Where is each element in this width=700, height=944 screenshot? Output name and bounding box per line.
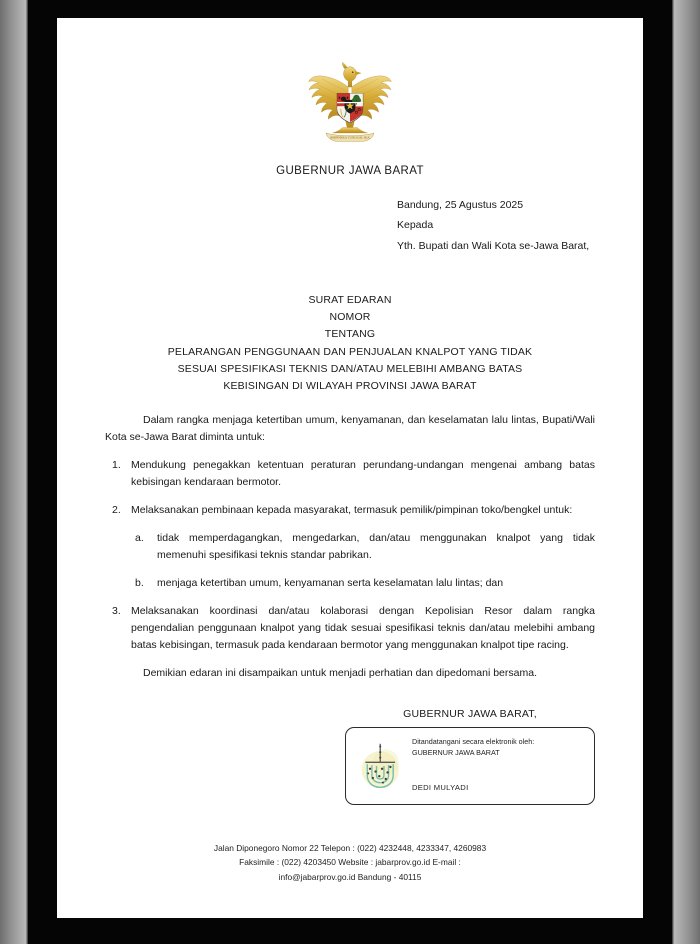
garuda-pancasila-emblem-icon (304, 60, 396, 148)
addressee-block (397, 195, 595, 256)
emblem-container (105, 60, 595, 153)
electronic-signature-stamp-icon (354, 734, 412, 798)
list-item (131, 530, 595, 564)
viewer-left-edge-strip (0, 0, 28, 944)
signature-title: GUBERNUR JAWA BARAT, (403, 708, 537, 721)
esign-note-line-1: Ditandatangani secara elektronik oleh: (412, 737, 535, 747)
signer-name: DEDI MULYADI (412, 783, 469, 793)
list-item (105, 502, 595, 592)
subject-lines (105, 344, 595, 395)
subject-line: SESUAI SPESIFIKASI TEKNIS DAN/ATAU MELEBIHI AMBANG BATAS (177, 363, 523, 376)
svg-text:BHINNEKA TUNGGAL IKA: BHINNEKA TUNGGAL IKA (330, 135, 370, 140)
recipient-line: Yth. Bupati dan Wali Kota se-Jawa Barat, (397, 239, 590, 252)
document-page (57, 18, 643, 918)
list-item-text: Melaksanakan koordinasi dan/atau kolaborasi dengan Kepolisian Resor dalam rangka pengendalian penggunaan knalpot yang tidak sesuai spesifikasi teknis dan/atau melebihi ambang batas kebisingan, termasuk pada kendaraan bermotor yang menggunakan knalpot tipe racing. (131, 605, 595, 652)
subject-line: KEBISINGAN DI WILAYAH PROVINSI JAWA BARAT (223, 380, 477, 393)
list-item-text: Mendukung penegakkan ketentuan peraturan perundang-undangan mengenai ambang batas kebisingan kendaraan bermotor. (131, 459, 595, 489)
signature-block (345, 708, 595, 805)
list-item (131, 575, 595, 592)
opening-paragraph: Dalam rangka menjaga ketertiban umum, kenyamanan, dan keselamatan lalu lintas, Bupati/Wali Kota se-Jawa Barat diminta untuk: (105, 414, 595, 444)
list-item (105, 603, 595, 654)
electronic-signature-box (345, 727, 595, 805)
masthead-title: GUBERNUR JAWA BARAT (276, 165, 424, 177)
title-block (105, 292, 595, 395)
footer-line-email-postcode: info@jabarprov.go.id Bandung - 40115 (278, 871, 422, 882)
viewer-right-edge-strip (672, 0, 700, 944)
closing-paragraph: Demikian edaran ini disampaikan untuk menjadi perhatian dan dipedomani bersama. (143, 667, 537, 680)
sub-list (131, 530, 595, 592)
subject-line: PELARANGAN PENGGUNAAN DAN PENJUALAN KNALPOT YANG TIDAK (167, 346, 533, 359)
electronic-signature-texts (412, 734, 586, 798)
footer-line-fax-web: Faksimile : (022) 4203450 Website : jabarprov.go.id E-mail : (239, 857, 461, 868)
list-item-text: Melaksanakan pembinaan kepada masyarakat, termasuk pemilik/pimpinan toko/bengkel untuk: (131, 504, 573, 517)
document-body (105, 412, 595, 682)
place-and-date: Bandung, 25 Agustus 2025 (397, 199, 524, 211)
signature-area (105, 708, 595, 805)
esign-note-line-2: GUBERNUR JAWA BARAT (412, 747, 500, 757)
sub-list-item-text: tidak memperdagangkan, mengedarkan, dan/atau menggunakan knalpot yang tidak memenuhi spesifikasi teknis standar pabrikan. (157, 532, 595, 562)
about-label: TENTANG (324, 328, 376, 341)
document-footer (105, 841, 595, 884)
to-label: Kepada (397, 219, 434, 232)
document-number-label: NOMOR (329, 311, 371, 324)
list-item (105, 457, 595, 491)
instruction-list (105, 457, 595, 654)
sub-list-item-text: menjaga ketertiban umum, kenyamanan serta keselamatan lalu lintas; dan (157, 577, 504, 590)
document-type: SURAT EDARAN (308, 294, 392, 307)
footer-line-address: Jalan Diponegoro Nomor 22 Telepon : (022) 4232448, 4233347, 4260983 (213, 842, 487, 853)
